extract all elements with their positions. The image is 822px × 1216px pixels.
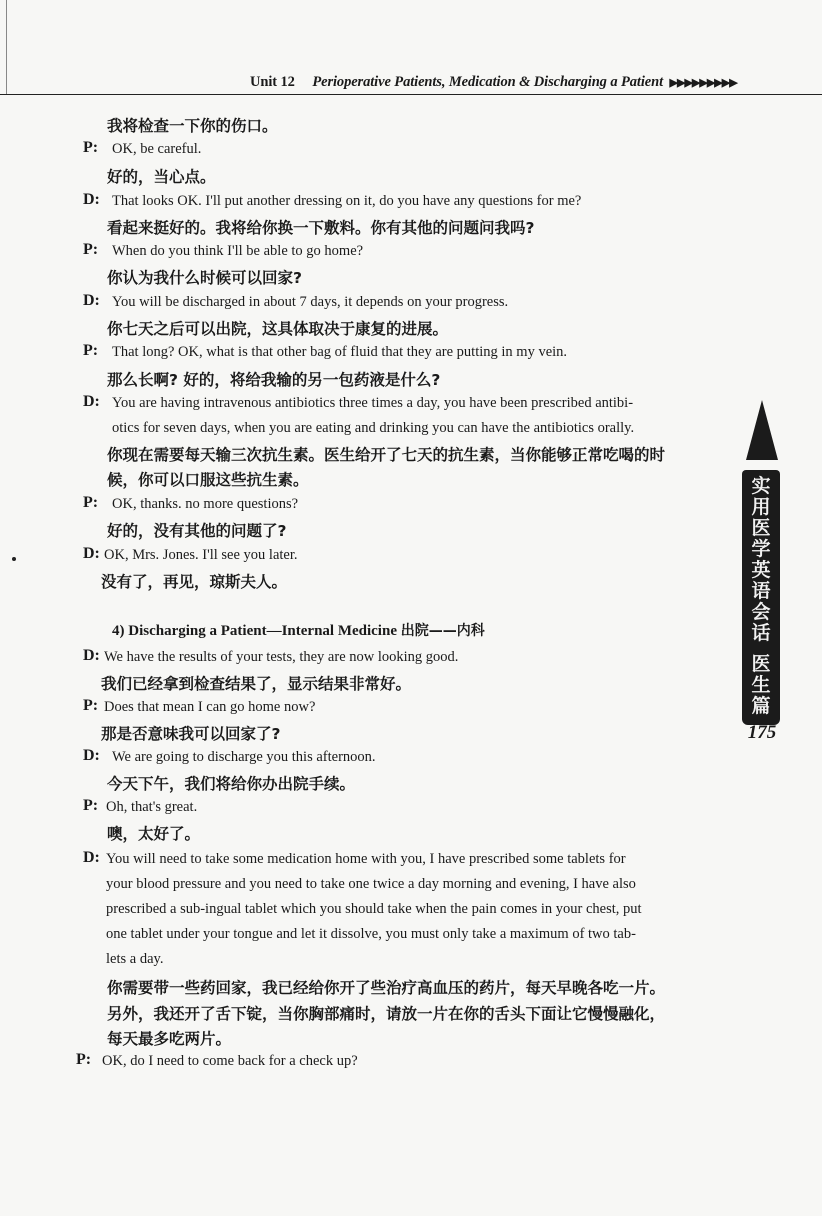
speaker-label: P: [83,139,99,156]
dialogue-en: your blood pressure and you need to take one twice a day morning and evening, I have also [106,876,636,892]
dialogue-en: Oh, that's great. [106,799,198,815]
dialogue-zh: 看起来挺好的。我将给你换一下敷料。你有其他的问题问我吗? [107,219,535,237]
dialogue-zh: 候，你可以口服这些抗生素。 [107,471,309,489]
dialogue-en: You are having intravenous antibiotics three times a day, you have been prescribed antibi- [112,395,634,411]
speaker-label: P: [83,342,99,359]
dialogue-zh: 你认为我什么时候可以回家? [107,269,302,287]
page-number: 175 [747,722,777,743]
speaker-label: D: [83,849,100,866]
speaker-label: D: [83,647,100,664]
dialogue-zh: 每天最多吃两片。 [107,1030,232,1048]
dialogue-en: lets a day. [106,951,164,967]
dialogue-zh: 噢，太好了。 [107,825,201,843]
speaker-label: P: [83,697,99,714]
dialogue-en: We have the results of your tests, they are now looking good. [104,649,459,665]
speaker-label: P: [83,241,99,258]
dialogue-zh: 另外，我还开了舌下锭，当你胸部痛时，请放一片在你的舌头下面让它慢慢融化， [107,1005,666,1023]
header-title: Perioperative Patients, Medication & Discharging a Patient [312,74,664,90]
dialogue-zh: 你现在需要每天输三次抗生素。医生给开了七天的抗生素，当你能够正常吃喝的时 [107,446,666,464]
dialogue-en: OK, Mrs. Jones. I'll see you later. [104,547,298,563]
section-heading [112,620,485,640]
section-title: Discharging a Patient—Internal Medicine [128,623,397,639]
dialogue-zh: 我们已经拿到检查结果了，显示结果非常好。 [101,675,412,693]
speaker-label: P: [76,1051,92,1068]
dialogue-zh: 好的，没有其他的问题了? [107,522,287,540]
dialogue-en: one tablet under your tongue and let it dissolve, you must only take a maximum of two tab- [106,926,636,942]
speck [12,557,16,561]
dialogue-en: otics for seven days, when you are eating and drinking you can have the antibiotics orally. [112,420,635,436]
dialogue-zh: 今天下午，我们将给你办出院手续。 [107,775,356,793]
side-tab [742,470,780,725]
side-tab-subtitle: 医 生 篇 [751,653,771,717]
dialogue-zh: 你需要带一些药回家，我已经给你开了些治疗高血压的药片，每天早晚各吃一片。 [107,979,666,997]
dialogue-zh: 我将检查一下你的伤口。 [107,117,278,135]
speaker-label: D: [83,545,100,562]
dialogue-en: OK, be careful. [112,141,202,157]
header-arrows-icon: ▶▶▶▶▶▶▶▶▶ [669,77,737,89]
dialogue-en: OK, thanks. no more questions? [112,496,299,512]
speaker-label: D: [83,292,100,309]
dialogue-zh: 那是否意味我可以回家了? [101,725,281,743]
speaker-label: P: [83,494,99,511]
dialogue-en: You will need to take some medication home with you, I have prescribed some tablets for [106,851,626,867]
speaker-label: P: [83,797,99,814]
dialogue-en: OK, do I need to come back for a check up? [102,1053,358,1069]
dialogue-zh: 那么长啊? 好的，将给我输的另一包药液是什么? [107,371,441,389]
dialogue-zh: 你七天之后可以出院，这具体取决于康复的进展。 [107,320,449,338]
tab-arrow-icon [746,400,778,460]
unit-label: Unit 12 [250,74,295,90]
dialogue-en: When do you think I'll be able to go home? [112,243,364,259]
dialogue-en: That long? OK, what is that other bag of fluid that they are putting in my vein. [112,344,568,360]
dialogue-en: That looks OK. I'll put another dressing on it, do you have any questions for me? [112,193,582,209]
dialogue-en: Does that mean I can go home now? [104,699,316,715]
dialogue-en: You will be discharged in about 7 days, it depends on your progress. [112,294,509,310]
dialogue-zh: 没有了，再见，琼斯夫人。 [101,573,288,591]
section-number: 4) [112,623,125,639]
speaker-label: D: [83,191,100,208]
dialogue-zh: 好的，当心点。 [107,168,216,186]
dialogue-en: We are going to discharge you this afternoon. [112,749,376,765]
speaker-label: D: [83,393,100,410]
speaker-label: D: [83,747,100,764]
dialogue-en: prescribed a sub-ingual tablet which you should take when the pain comes in your chest, put [106,901,642,917]
section-title-zh: 出院——内科 [400,623,485,639]
side-tab-title: 实 用 医 学 英 语 会 话 [751,475,771,644]
